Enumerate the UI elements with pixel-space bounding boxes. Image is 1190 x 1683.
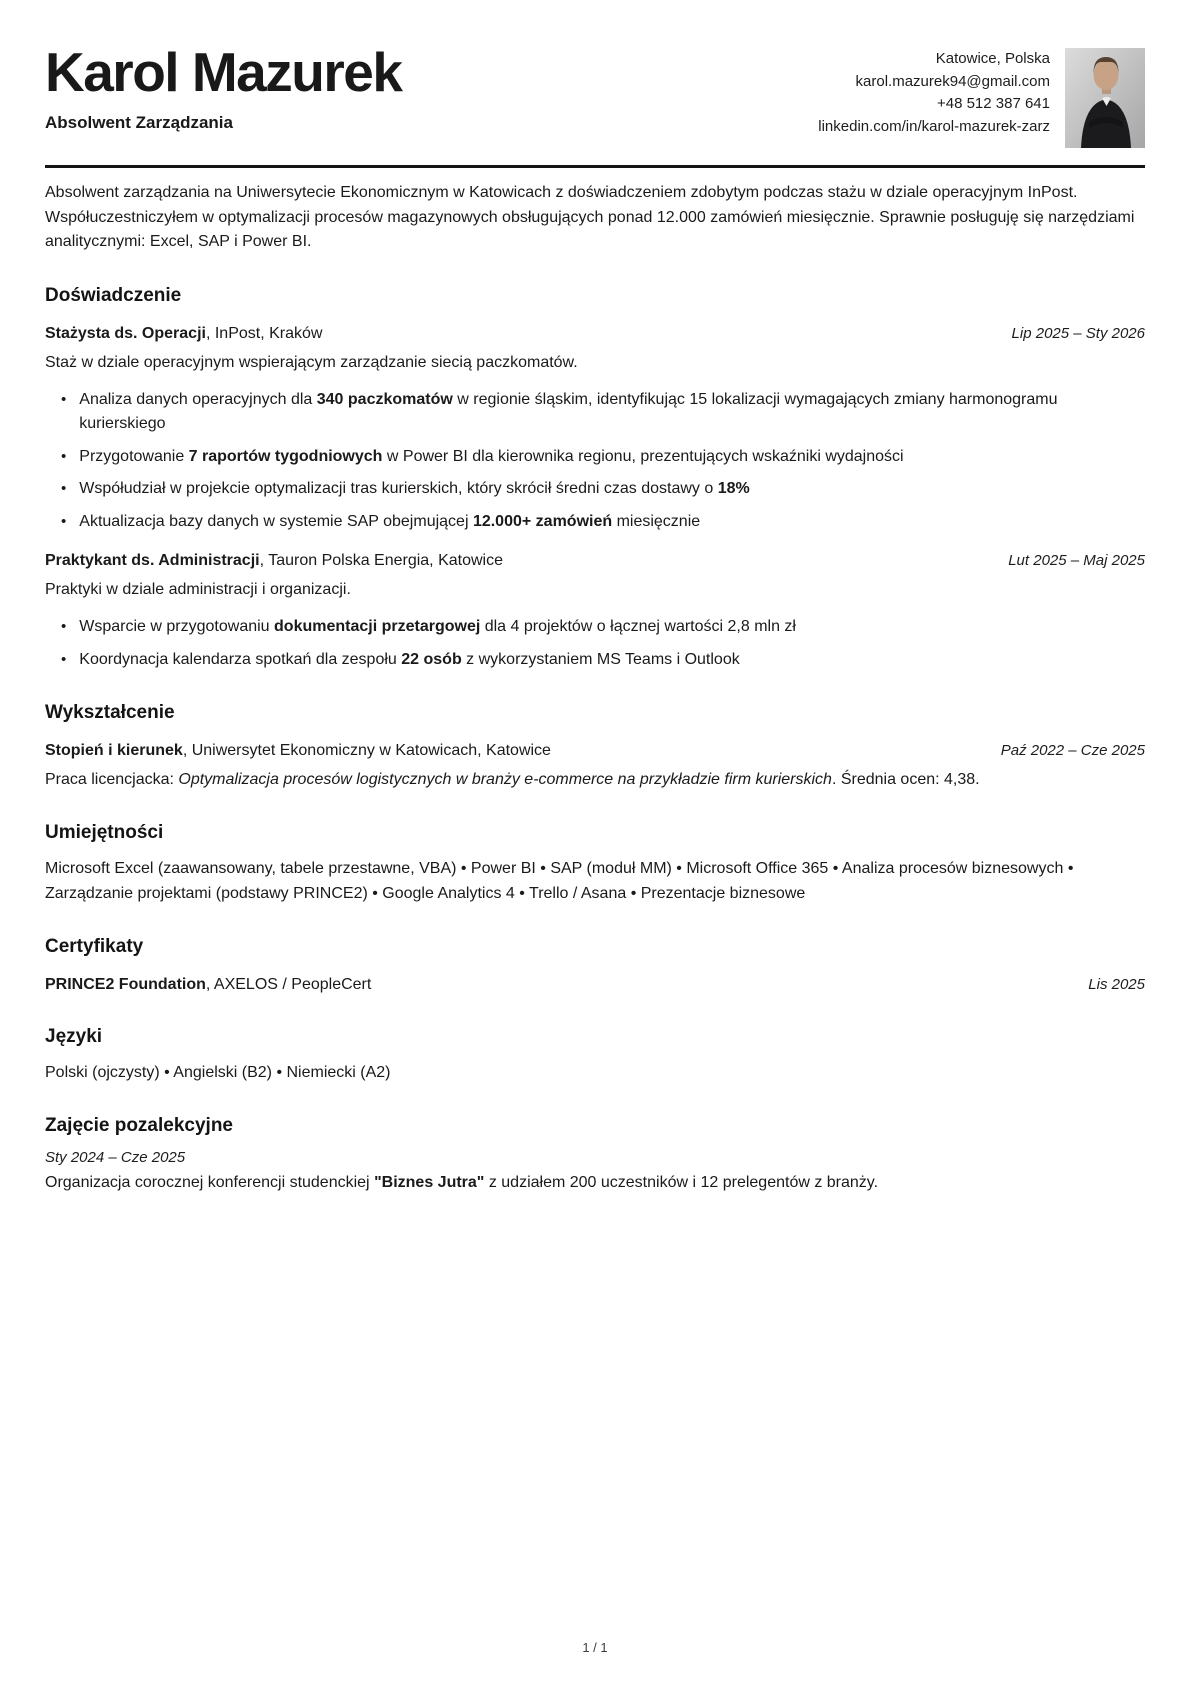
certificate-header — [45, 973, 1145, 996]
certificate-issuer: , AXELOS / PeopleCert — [205, 976, 372, 993]
section-title-education: Wykształcenie — [45, 702, 175, 723]
bullet-text: Aktualizacja bazy danych w systemie SAP obejmującej 12.000+ zamówień miesięcznie — [79, 512, 701, 530]
job-header — [45, 549, 1145, 572]
job-role: Stażysta ds. Operacji — [45, 324, 206, 342]
education-thesis: Praca licencjacka: Optymalizacja procesów logistycznych w branży e-commerce na przykładzie firm kurierskich. Średnia ocen: 4,38. — [45, 771, 980, 788]
job-title — [45, 549, 503, 572]
job-header — [45, 322, 1145, 345]
list-item — [61, 615, 1145, 640]
section-extracurricular — [45, 1115, 1145, 1196]
bullet-text: Koordynacja kalendarza spotkań dla zespołu 22 osób z wykorzystaniem MS Teams i Outlook — [79, 650, 740, 668]
contact-block — [818, 48, 1050, 138]
section-languages — [45, 1026, 1145, 1085]
job-org: , Tauron Polska Energia, Katowice — [259, 552, 503, 569]
headline: Absolwent Zarządzania — [45, 113, 233, 133]
identity-block — [45, 40, 401, 133]
certificate-date: Lis 2025 — [1088, 976, 1145, 993]
header-right — [818, 40, 1145, 148]
list-item — [61, 445, 1145, 470]
list-item — [61, 477, 1145, 502]
page-title: Karol Mazurek — [45, 41, 402, 103]
experience-entry-2 — [45, 549, 1145, 672]
contact-phone: +48 512 387 641 — [936, 95, 1050, 112]
list-item — [61, 510, 1145, 535]
contact-linkedin: linkedin.com/in/karol-mazurek-zarz — [818, 117, 1050, 135]
languages-text: Polski (ojczysty) • Angielski (B2) • Niemiecki (A2) — [45, 1064, 391, 1081]
education-header — [45, 739, 1145, 762]
extracurricular-date: Sty 2024 – Cze 2025 — [45, 1149, 186, 1166]
job-org: , InPost, Kraków — [205, 324, 323, 342]
bullet-text: Analiza danych operacyjnych dla 340 paczkomatów w regionie śląskim, identyfikując 15 lokalizacji wymagających zmiany harmonogramu kurierskiego — [79, 390, 1058, 432]
section-title-extracurricular: Zajęcie pozalekcyjne — [45, 1115, 233, 1136]
skills-text: Microsoft Excel (zaawansowany, tabele przestawne, VBA) • Power BI • SAP (moduł MM) • Microsoft Office 365 • Analiza procesów biznesowych • Zarządzanie projektami (podstawy PRINCE2) • Google Analytics 4 • Trello / Asana • Prezentacje biznesowe — [45, 860, 1074, 902]
education-school: , Uniwersytet Ekonomiczny w Katowicach, Katowice — [182, 742, 551, 759]
job-bullet-list — [45, 615, 1145, 672]
certificate-name: PRINCE2 Foundation — [45, 976, 206, 993]
bullet-marker: • — [61, 390, 67, 408]
bullet-text: Współudział w projekcie optymalizacji tras kurierskich, który skrócił średni czas dostawy o 18% — [79, 480, 750, 497]
section-education — [45, 702, 1145, 792]
job-date: Lut 2025 – Maj 2025 — [1008, 552, 1145, 569]
job-role: Praktykant ds. Administracji — [45, 552, 260, 569]
bullet-text: Przygotowanie 7 raportów tygodniowych w Power BI dla kierownika regionu, prezentujących wskaźniki wydajności — [79, 447, 904, 465]
bullet-text: Wsparcie w przygotowaniu dokumentacji przetargowej dla 4 projektów o łącznej wartości 2,8 mln zł — [79, 618, 796, 635]
bullet-marker: • — [61, 512, 67, 530]
section-experience — [45, 285, 1145, 673]
job-title — [45, 322, 322, 345]
header-divider — [45, 165, 1145, 168]
profile-photo — [1065, 48, 1145, 148]
job-summary: Praktyki w dziale administracji i organizacji. — [45, 581, 351, 598]
experience-entry-1 — [45, 322, 1145, 535]
education-title — [45, 739, 551, 762]
list-item — [61, 648, 1145, 673]
bullet-marker: • — [61, 650, 67, 668]
list-item — [61, 388, 1145, 437]
job-summary: Staż w dziale operacyjnym wspierającym zarządzanie siecią paczkomatów. — [45, 353, 578, 371]
job-bullet-list — [45, 388, 1145, 535]
section-title-experience: Doświadczenie — [45, 284, 182, 306]
section-certificates — [45, 936, 1145, 996]
certificate-title — [45, 973, 371, 996]
section-skills — [45, 822, 1145, 906]
bullet-marker: • — [61, 480, 67, 497]
header — [45, 40, 1145, 148]
contact-email: karol.mazurek94@gmail.com — [855, 72, 1050, 90]
education-degree: Stopień i kierunek — [45, 742, 183, 759]
education-date: Paź 2022 – Cze 2025 — [1000, 742, 1145, 759]
contact-location: Katowice, Polska — [935, 50, 1050, 67]
bullet-marker: • — [61, 447, 67, 465]
bullet-marker: • — [61, 618, 67, 635]
section-title-certificates: Certyfikaty — [45, 936, 144, 957]
job-date: Lip 2025 – Sty 2026 — [1011, 324, 1145, 342]
section-title-skills: Umiejętności — [45, 822, 164, 843]
page-number: 1 / 1 — [582, 1640, 608, 1655]
extracurricular-text: Organizacja corocznej konferencji studenckiej "Biznes Jutra" z udziałem 200 uczestników i 12 prelegentów z branży. — [45, 1174, 879, 1191]
section-title-languages: Języki — [45, 1026, 103, 1047]
summary-text: Absolwent zarządzania na Uniwersytecie Ekonomicznym w Katowicach z doświadczeniem zdobytym podczas stażu w dziale operacyjnym InPost. Współuczestniczyłem w optymalizacji procesów magazynowych obsługujących ponad 12.000 zamówień miesięcznie. Sprawnie posługuję się narzędziami analitycznymi: Excel, SAP i Power BI. — [45, 184, 1135, 250]
